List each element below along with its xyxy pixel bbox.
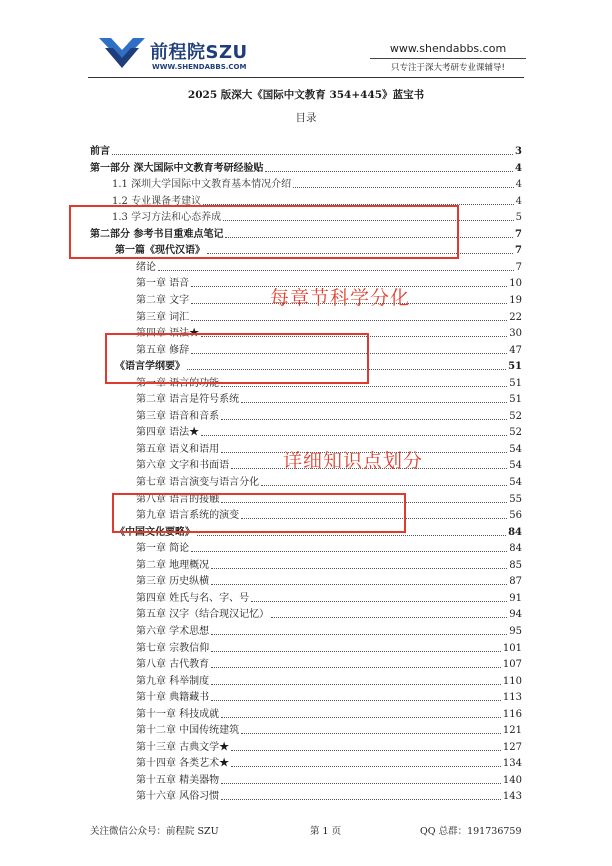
toc-entry-label: 第三章 词汇 [136, 311, 190, 323]
toc-entry-page: 127 [502, 741, 522, 753]
site-url[interactable]: www.shendabbs.com [389, 42, 507, 55]
toc-entry[interactable] [136, 771, 522, 787]
dot-leader [211, 651, 501, 652]
toc-entry-label: 第八章 语言的接触 [136, 493, 220, 505]
toc-entry-label: 第十一章 科技成就 [136, 708, 220, 720]
toc-entry-page: 7 [515, 245, 522, 257]
dot-leader [221, 419, 507, 420]
toc-entry-label: 《中国文化要略》 [115, 526, 195, 538]
toc-entry-label: 1.1 深圳大学国际中文教育基本情况介绍 [112, 179, 292, 191]
toc-entry-label: 第五章 汉字（结合现汉记忆） [136, 609, 270, 621]
toc-entry[interactable] [136, 539, 522, 555]
toc-entry-page: 107 [502, 659, 522, 671]
toc-entry-label: 第四章 语法★ [136, 427, 200, 439]
toc-entry-page: 52 [509, 410, 522, 422]
toc-entry-page: 140 [502, 774, 522, 786]
brand-name: 前程院SZU [150, 42, 248, 63]
toc-entry-page: 84 [508, 526, 522, 538]
dot-leader [201, 435, 507, 436]
toc-entry[interactable] [136, 787, 522, 803]
toc-entry[interactable] [136, 639, 522, 655]
toc-entry-page: 54 [509, 460, 522, 472]
toc-entry-page: 30 [509, 328, 522, 340]
toc-entry-page: 91 [509, 592, 522, 604]
dot-leader [211, 700, 501, 701]
toc-entry-label: 第三章 语音和音系 [136, 410, 220, 422]
toc-entry[interactable] [136, 572, 522, 588]
toc-entry-page: 22 [509, 311, 522, 323]
dot-leader [211, 584, 507, 585]
toc-entry-label: 第七章 宗教信仰 [136, 642, 210, 654]
toc-entry[interactable] [136, 655, 522, 671]
dot-leader [211, 634, 507, 635]
site-slogan: 只专注于深大考研专业课辅导! [391, 63, 505, 73]
toc-entry-label: 第三章 历史纵横 [136, 576, 210, 588]
toc-entry-label: 第九章 科举制度 [136, 675, 210, 687]
toc-entry-page: 47 [509, 344, 522, 356]
toc-entry-label: 第一章 语音 [136, 278, 190, 290]
toc-entry-label: 1.3 学习方法和心态养成 [112, 212, 222, 224]
toc-entry-page: 121 [502, 725, 522, 737]
toc-entry-label: 第四章 姓氏与名、字、号 [136, 592, 250, 604]
toc-entry[interactable] [136, 258, 522, 274]
toc-entry-page: 110 [502, 675, 522, 687]
dot-leader [221, 717, 501, 718]
toc-entry-label: 前言 [90, 146, 110, 157]
dot-leader [293, 187, 514, 188]
toc-entry[interactable] [136, 688, 522, 704]
annotation-box [112, 493, 406, 533]
toc-entry[interactable] [136, 605, 522, 621]
dot-leader [251, 601, 507, 602]
toc-entry-label: 第九章 语言系统的演变 [136, 510, 240, 522]
toc-entry[interactable] [136, 754, 522, 770]
toc-entry-page: 5 [515, 212, 522, 224]
toc-entry-label: 《语言学纲要》 [115, 361, 185, 373]
toc-entry-label: 第二章 语言是符号系统 [136, 394, 240, 406]
toc-entry-page: 87 [509, 576, 522, 588]
toc-entry-page: 113 [502, 692, 522, 704]
toc-entry-label: 第六章 文字和书面语 [136, 460, 230, 472]
toc-entry-label: 第七章 语言演变与语言分化 [136, 477, 260, 488]
toc-entry-page: 51 [509, 377, 522, 389]
toc-entry-label: 第十五章 精美器物 [136, 774, 220, 786]
toc-entry-label: 第二部分 参考书目重难点笔记 [90, 228, 224, 240]
dot-leader [241, 733, 501, 734]
toc-entry-label: 第一章 语言的功能 [136, 377, 220, 389]
dot-leader [231, 766, 501, 767]
toc-entry-page: 52 [509, 427, 522, 439]
toc-entry-page: 51 [508, 361, 522, 373]
toc-heading: 目录 [295, 112, 317, 124]
toc-entry-label: 第五章 语义和语用 [136, 443, 220, 455]
toc-entry-page: 84 [509, 543, 522, 555]
toc-entry-label: 第二章 文字 [136, 294, 190, 306]
document-title: 2025 版深大《国际中文教育 354+445》蓝宝书 [187, 89, 425, 101]
toc-entry-label: 1.2 专业课备考建议 [112, 195, 202, 207]
toc-entry[interactable] [136, 473, 522, 489]
toc-entry-page: 95 [509, 625, 522, 637]
toc-entry-label: 第五章 修辞 [136, 344, 190, 356]
toc-entry-label: 第十章 典籍藏书 [136, 692, 210, 704]
dot-leader [211, 568, 507, 569]
toc-entry[interactable] [136, 423, 522, 439]
toc-entry-page: 4 [515, 162, 522, 174]
footer-page-number: 第 1 页 [310, 826, 342, 837]
dot-leader [191, 551, 507, 552]
toc-entry[interactable] [136, 589, 522, 605]
toc-entry-page: 101 [502, 642, 522, 654]
dot-leader [221, 783, 501, 784]
footer-wechat: 关注微信公众号：前程院 SZU [90, 826, 219, 837]
annotation-note: 详细知识点划分 [283, 450, 424, 472]
toc-entry-label: 第六章 学术思想 [136, 625, 210, 637]
toc-entry-label: 第一部分 深大国际中文教育考研经验贴 [90, 162, 264, 174]
toc-entry-page: 4 [515, 179, 522, 191]
dot-leader [211, 667, 501, 668]
toc-entry-label: 绪论 [136, 261, 156, 273]
toc-entry-label: 第一章 简论 [136, 543, 190, 555]
toc-entry-label: 第四章 语法★ [136, 328, 200, 340]
annotation-box [105, 333, 369, 384]
dot-leader [265, 171, 513, 172]
toc-entry[interactable] [136, 738, 522, 754]
toc-entry-label: 第八章 古代教育 [136, 659, 210, 671]
dot-leader [191, 320, 507, 321]
brand-site: WWW.SHENDABBS.COM [152, 63, 247, 71]
toc-entry[interactable] [90, 142, 522, 158]
toc-entry-page: 4 [515, 195, 522, 207]
toc-entry[interactable] [90, 159, 522, 175]
toc-entry[interactable] [136, 622, 522, 638]
toc-entry[interactable] [136, 672, 522, 688]
dot-leader [271, 617, 507, 618]
dot-leader [231, 750, 501, 751]
dot-leader [197, 535, 506, 536]
toc-entry-page: 134 [502, 758, 522, 770]
toc-entry-page: 143 [502, 791, 522, 803]
toc-entry-page: 7 [515, 261, 522, 273]
dot-leader [112, 154, 513, 155]
toc-entry-page: 54 [509, 443, 522, 455]
toc-entry-page: 51 [509, 394, 522, 406]
toc-entry-label: 第一篇《现代汉语》 [115, 245, 205, 257]
toc-entry[interactable] [136, 721, 522, 737]
toc-entry-page: 116 [502, 708, 522, 720]
toc-entry-page: 10 [509, 278, 522, 290]
footer-qq: QQ 总群：191736759 [420, 826, 522, 837]
dot-leader [221, 386, 507, 387]
toc-entry-page: 85 [509, 559, 522, 571]
toc-entry-label: 第十六章 风俗习惯 [136, 791, 220, 803]
dot-leader [221, 799, 501, 800]
toc-entry-label: 第二章 地理概况 [136, 559, 210, 571]
toc-entry[interactable] [136, 390, 522, 406]
dot-leader [158, 270, 514, 271]
dot-leader [241, 402, 507, 403]
toc-entry-page: 54 [509, 477, 522, 488]
toc-entry[interactable] [136, 407, 522, 423]
toc-entry-page: 94 [509, 609, 522, 621]
toc-entry-page: 56 [509, 510, 522, 522]
dot-leader [261, 485, 507, 486]
annotation-note: 每章节科学分化 [270, 287, 411, 309]
toc-entry[interactable] [112, 175, 522, 191]
toc-entry-page: 55 [509, 493, 522, 505]
toc-entry-page: 7 [515, 228, 522, 240]
toc-entry-label: 第十三章 古典文学★ [136, 741, 230, 753]
toc-entry-label: 第十二章 中国传统建筑 [136, 725, 240, 737]
toc-entry-page: 3 [515, 146, 522, 157]
dot-leader [211, 684, 501, 685]
toc-entry[interactable] [136, 705, 522, 721]
toc-entry-label: 第十四章 各类艺术★ [136, 758, 230, 770]
toc-entry-page: 19 [509, 294, 522, 306]
toc-entry[interactable] [136, 556, 522, 572]
annotation-box [69, 205, 459, 259]
